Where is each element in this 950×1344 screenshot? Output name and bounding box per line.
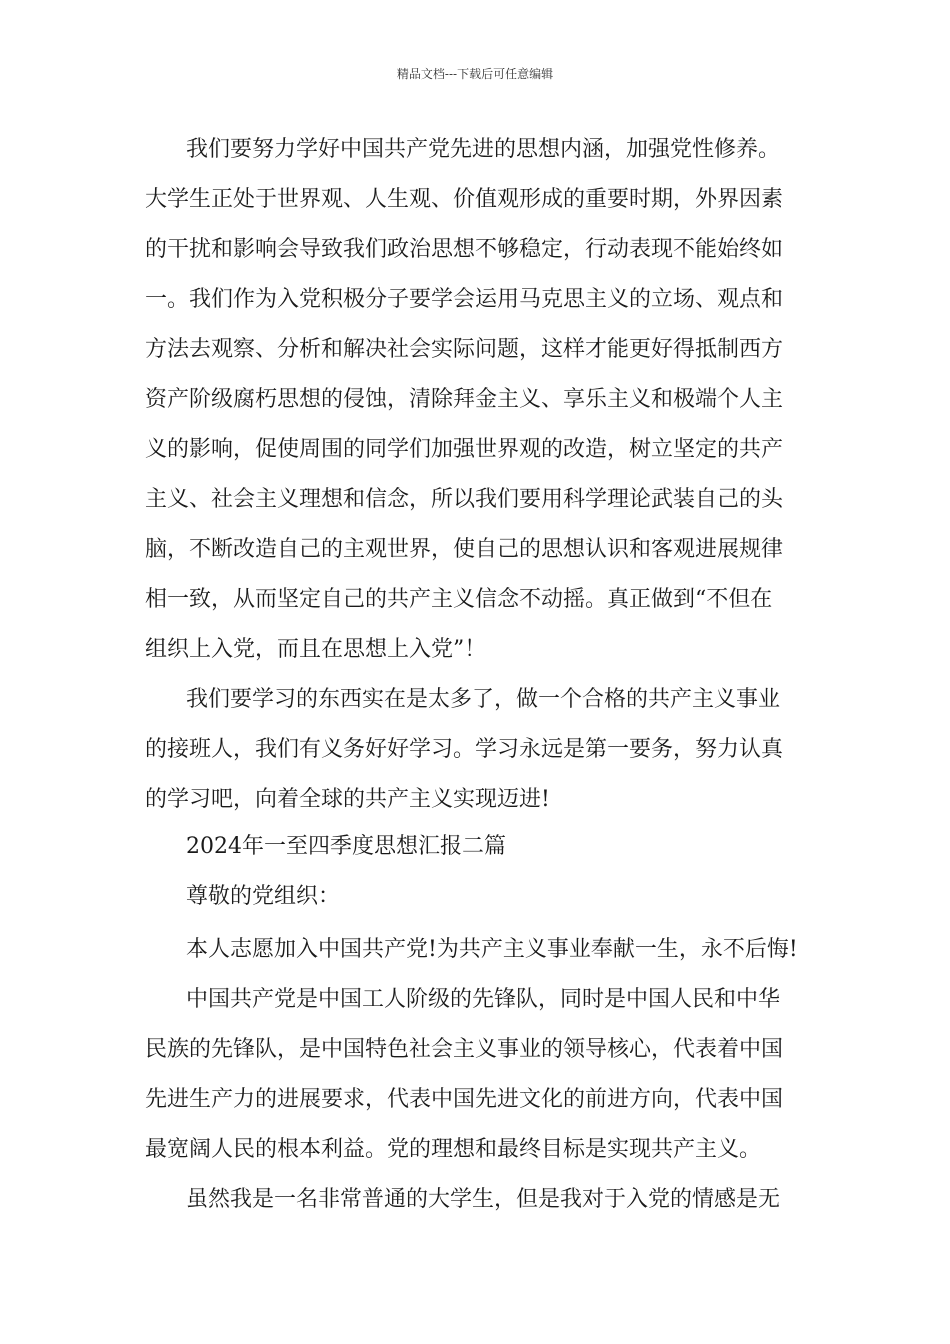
paragraph-line: 组织上入党，而且在思想上入党”！: [145, 637, 487, 662]
paragraph-line: 我们要努力学好中国共产党先进的思想内涵，加强党性修养。: [186, 137, 781, 162]
paragraph-line: 本人志愿加入中国共产党!为共产主义事业奉献一生，永不后悔!: [186, 937, 798, 962]
paragraph-line: 脑，不断改造自己的主观世界，使自己的思想认识和客观进展规律: [145, 537, 784, 562]
section-title: 2024年一至四季度思想汇报二篇: [186, 834, 506, 859]
paragraph-line: 的干扰和影响会导致我们政治思想不够稳定，行动表现不能始终如: [145, 237, 784, 262]
paragraph-line: 最宽阔人民的根本利益。党的理想和最终目标是实现共产主义。: [145, 1137, 762, 1162]
paragraph-line: 的学习吧，向着全球的共产主义实现迈进!: [145, 787, 550, 812]
paragraph-line: 的接班人，我们有义务好好学习。学习永远是第一要务，努力认真: [145, 737, 784, 762]
paragraph-line: 一。我们作为入党积极分子要学会运用马克思主义的立场、观点和: [145, 287, 784, 312]
paragraph-line: 资产阶级腐朽思想的侵蚀，清除拜金主义、享乐主义和极端个人主: [145, 387, 784, 412]
paragraph-line: 相一致，从而坚定自己的共产主义信念不动摇。真正做到“不但在: [145, 587, 773, 612]
paragraph-line: 义的影响，促使周围的同学们加强世界观的改造，树立坚定的共产: [145, 437, 784, 462]
paragraph-line: 虽然我是一名非常普通的大学生，但是我对于入党的情感是无: [186, 1187, 781, 1212]
paragraph-line: 大学生正处于世界观、人生观、价值观形成的重要时期，外界因素: [145, 187, 784, 212]
page-header: 精品文档---下载后可任意编辑: [396, 67, 554, 81]
paragraph-line: 方法去观察、分析和解决社会实际问题，这样才能更好得抵制西方: [145, 337, 784, 362]
paragraph-line: 主义、社会主义理想和信念，所以我们要用科学理论武装自己的头: [145, 487, 784, 512]
paragraph-line: 民族的先锋队，是中国特色社会主义事业的领导核心，代表着中国: [145, 1037, 784, 1062]
salutation: 尊敬的党组织：: [186, 884, 341, 909]
paragraph-line: 先进生产力的进展要求，代表中国先进文化的前进方向，代表中国: [145, 1087, 784, 1112]
paragraph-line: 中国共产党是中国工人阶级的先锋队，同时是中国人民和中华: [186, 987, 781, 1012]
paragraph-line: 我们要学习的东西实在是太多了，做一个合格的共产主义事业: [186, 687, 781, 712]
